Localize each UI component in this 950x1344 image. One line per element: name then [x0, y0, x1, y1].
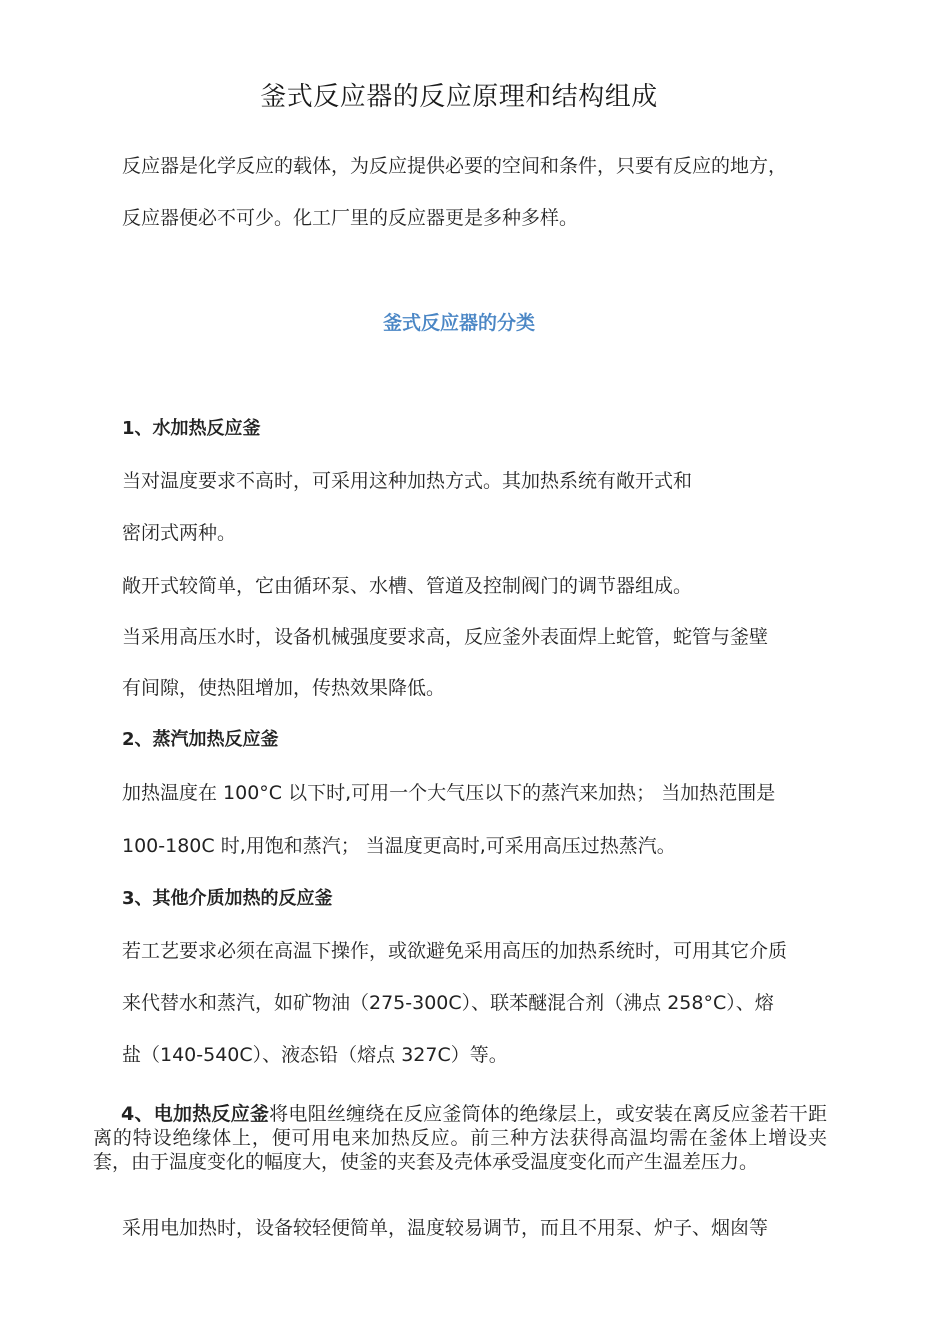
intro-line-1: 反应器是化学反应的载体，为反应提供必要的空间和条件，只要有反应的地方， [122, 155, 788, 177]
sec3-line-2: 来代替水和蒸汽，如矿物油（275-300C）、联苯醚混合剂（沸点 258°C）、熔 [122, 992, 774, 1014]
sec4-paragraph [93, 1102, 827, 1174]
sec3-line-1: 若工艺要求必须在高温下操作，或欲避免采用高压的加热系统时，可用其它介质 [122, 940, 788, 962]
intro-line-2: 反应器便必不可少。化工厂里的反应器更是多种多样。 [122, 207, 579, 229]
heading-steam-heating: 2、蒸汽加热反应釜 [122, 729, 279, 750]
sec1-line-3: 敞开式较简单，它由循环泵、水槽、管道及控制阀门的调节器组成。 [122, 575, 693, 597]
sec1-line-2: 密闭式两种。 [122, 522, 237, 544]
sec3-line-3: 盐（140-540C）、液态铅（熔点 327C）等。 [122, 1044, 508, 1066]
sec4-body: 将电阻丝缠绕在反应釜筒体的绝缘层上，或安装在离反应釜若干距离的特设绝缘体上，便可用电来加热反应。前三种方法获得高温均需在釜体上增设夹套，由于温度变化的幅度大，使釜的夹套及壳体承受温度变化而产生温差压力。 [93, 1103, 827, 1173]
sec1-line-1: 当对温度要求不高时，可采用这种加热方式。其加热系统有敞开式和 [122, 470, 693, 492]
heading-water-heating: 1、水加热反应釜 [122, 418, 261, 439]
sec2-line-2: 100-180C 时,用饱和蒸汽； 当温度更高时,可采用高压过热蒸汽。 [122, 835, 676, 857]
page-title: 釜式反应器的反应原理和结构组成 [260, 82, 658, 112]
sec2-line-1: 加热温度在 100°C 以下时,可用一个大气压以下的蒸汽来加热； 当加热范围是 [122, 782, 776, 804]
heading-electric-heating: 4、电加热反应釜 [121, 1103, 270, 1125]
heading-other-medium-heating: 3、其他介质加热的反应釜 [122, 888, 333, 909]
sec1-line-4: 当采用高压水时，设备机械强度要求高，反应釜外表面焊上蛇管，蛇管与釜壁 [122, 626, 769, 648]
sec1-line-5: 有间隙，使热阻增加，传热效果降低。 [122, 677, 446, 699]
section-title: 釜式反应器的分类 [382, 312, 535, 334]
sec4-last-line: 采用电加热时，设备较轻便简单，温度较易调节，而且不用泵、炉子、烟囱等 [122, 1217, 769, 1239]
